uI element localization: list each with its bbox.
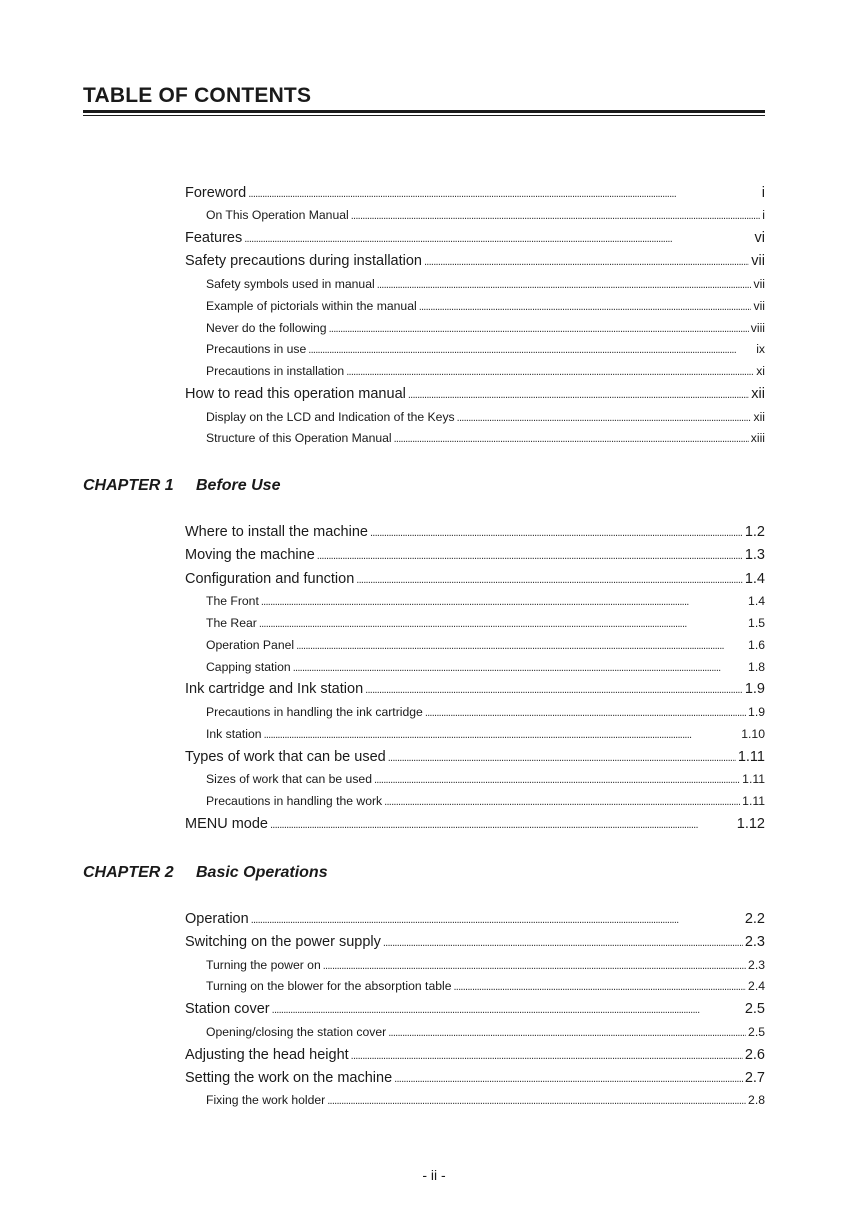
toc-entry-label: Precautions in use (206, 342, 307, 357)
dot-leader (296, 635, 746, 657)
toc-entry-label: Operation Panel (206, 637, 295, 652)
toc-entry-label: Example of pictorials within the manual (206, 298, 417, 313)
toc-subentry[interactable] (185, 274, 765, 296)
chapter-heading-2 (83, 864, 328, 882)
toc-subentry[interactable] (185, 361, 765, 383)
toc-entry-page: 2.5 (748, 1024, 765, 1039)
dot-leader (259, 613, 746, 635)
dot-leader (370, 521, 743, 544)
dot-leader (394, 428, 749, 450)
toc-entry-label: MENU mode (185, 815, 268, 832)
toc-entry-page: ix (756, 342, 765, 357)
dot-leader (424, 250, 749, 273)
toc-entry-label: Operation (185, 911, 249, 927)
toc-entry-page: viii (750, 320, 765, 335)
toc-entry[interactable] (185, 182, 765, 205)
dot-leader (384, 791, 740, 813)
dot-leader (327, 1090, 746, 1112)
toc-subentry[interactable] (185, 296, 765, 318)
toc-entry-page: 1.6 (748, 637, 765, 652)
toc-entry-page: xiii (750, 431, 765, 446)
dot-leader (388, 746, 736, 769)
toc-subentry[interactable] (185, 1090, 765, 1112)
toc-entry-page: 2.2 (744, 911, 765, 927)
dot-leader (248, 182, 760, 205)
dot-leader (419, 296, 752, 318)
toc-subentry[interactable] (185, 205, 765, 227)
dot-leader (251, 908, 743, 931)
toc-entry[interactable] (185, 250, 765, 273)
toc-entry-page: i (761, 185, 765, 201)
toc-entry[interactable] (185, 998, 765, 1021)
dot-leader (308, 339, 754, 361)
dot-leader (323, 955, 746, 977)
toc-entry-label: Station cover (185, 1001, 270, 1018)
toc-entry-page: 2.6 (744, 1046, 765, 1063)
toc-subentry[interactable] (185, 702, 765, 724)
toc-entry-page: 1.11 (737, 748, 765, 765)
chapter-number: CHAPTER 2 (83, 864, 174, 881)
toc-entry-page: 2.4 (748, 979, 765, 994)
dot-leader (351, 205, 761, 227)
dot-leader (264, 724, 740, 746)
toc-entry-page: 1.10 (741, 726, 765, 741)
dot-leader (351, 1044, 743, 1067)
toc-entry-page: 2.8 (748, 1093, 765, 1108)
toc-subentry[interactable] (185, 339, 765, 361)
toc-entry-label: Safety symbols used in manual (206, 276, 375, 291)
page-title: TABLE OF CONTENTS (83, 84, 312, 107)
toc-entry-page: 1.12 (736, 815, 765, 832)
toc-subentry[interactable] (185, 318, 765, 340)
toc-subentry[interactable] (185, 428, 765, 450)
toc-entry-label: Never do the following (206, 320, 327, 335)
chapter-heading-1 (83, 477, 280, 495)
dot-leader (425, 702, 746, 724)
title-rule (83, 110, 765, 113)
chapter-title: Before Use (196, 477, 281, 494)
toc-subentry[interactable] (185, 955, 765, 977)
toc-subentry[interactable] (185, 407, 765, 429)
toc-entry-page: 1.5 (748, 615, 765, 630)
dot-leader (457, 407, 752, 429)
toc-entry-page: 2.7 (744, 1069, 765, 1086)
dot-leader (408, 383, 749, 406)
toc-entry-page: vi (754, 230, 765, 247)
page-number: - ii - (422, 1167, 446, 1183)
toc-entry[interactable] (185, 1044, 765, 1067)
chapter-2-list (185, 908, 765, 1112)
dot-leader (394, 1067, 743, 1090)
toc-entry[interactable] (185, 568, 765, 591)
toc-entry-label: The Rear (206, 615, 257, 630)
toc-entry-label: Ink cartridge and Ink station (185, 681, 364, 698)
front-matter-list (185, 182, 765, 450)
toc-entry-page: vii (751, 253, 765, 270)
dot-leader (261, 591, 746, 613)
toc-entry[interactable] (185, 521, 765, 544)
toc-entry-label: Foreword (185, 185, 247, 201)
toc-entry-label: Display on the LCD and Indication of the Keys (206, 409, 455, 424)
toc-entry-page: 2.5 (744, 1001, 765, 1018)
toc-entry[interactable] (185, 931, 765, 954)
toc-entry-label: Features (185, 230, 243, 247)
toc-subentry[interactable] (185, 635, 765, 657)
toc-entry-label: Turning the power on (206, 957, 321, 972)
toc-entry-label: On This Operation Manual (206, 208, 349, 223)
toc-entry[interactable] (185, 383, 765, 406)
toc-entry-page: 1.11 (742, 793, 765, 808)
toc-subentry[interactable] (185, 976, 765, 998)
toc-entry-label: Sizes of work that can be used (206, 771, 372, 786)
toc-entry-page: 1.9 (744, 681, 765, 698)
dot-leader (377, 274, 752, 296)
toc-subentry[interactable] (185, 613, 765, 635)
toc-entry-page: vii (753, 276, 765, 291)
dot-leader (270, 813, 735, 836)
toc-entry[interactable] (185, 678, 765, 701)
dot-leader (293, 657, 746, 679)
dot-leader (453, 976, 746, 998)
toc-entry[interactable] (185, 908, 765, 931)
toc-entry-page: 1.11 (742, 771, 765, 786)
toc-entry-label: Ink station (206, 726, 262, 741)
toc-entry-page: 1.8 (748, 659, 765, 674)
toc-entry-page: vii (753, 298, 765, 313)
chapter-1-list (185, 521, 765, 836)
toc-entry-label: Fixing the work holder (206, 1093, 326, 1108)
dot-leader (383, 931, 743, 954)
toc-entry[interactable] (185, 544, 765, 567)
toc-entry-label: Where to install the machine (185, 524, 368, 540)
toc-entry-label: Precautions in handling the work (206, 793, 383, 808)
dot-leader (346, 361, 754, 383)
toc-entry[interactable] (185, 813, 765, 836)
toc-entry-label: Types of work that can be used (185, 748, 386, 765)
toc-entry-label: Safety precautions during installation (185, 253, 422, 270)
toc-entry-label: Precautions in handling the ink cartridge (206, 704, 423, 719)
toc-entry-page: 2.3 (748, 957, 765, 972)
dot-leader (374, 769, 740, 791)
dot-leader (356, 568, 743, 591)
toc-entry-label: Precautions in installation (206, 364, 345, 379)
toc-entry-page: xi (756, 364, 765, 379)
toc-entry-page: 2.3 (744, 934, 765, 951)
toc-entry-page: 1.9 (748, 704, 765, 719)
title-rule-thin (83, 115, 765, 116)
toc-entry-page: 1.4 (744, 570, 765, 587)
dot-leader (272, 998, 743, 1021)
dot-leader (329, 318, 749, 340)
toc-entry-label: Setting the work on the machine (185, 1069, 393, 1086)
toc-entry-label: Adjusting the head height (185, 1046, 349, 1063)
dot-leader (244, 227, 752, 250)
dot-leader (388, 1022, 746, 1044)
dot-leader (317, 544, 743, 567)
toc-entry-page: 1.2 (744, 524, 765, 540)
toc-entry[interactable] (185, 1067, 765, 1090)
toc-entry-label: Capping station (206, 659, 291, 674)
toc-entry-page: xii (751, 386, 765, 403)
toc-entry-label: The Front (206, 593, 259, 608)
toc-subentry[interactable] (185, 1022, 765, 1044)
toc-subentry[interactable] (185, 591, 765, 613)
toc-entry-page: xii (753, 409, 765, 424)
toc-subentry[interactable] (185, 724, 765, 746)
toc-entry-label: Moving the machine (185, 547, 315, 564)
toc-entry-page: i (762, 208, 765, 223)
toc-subentry[interactable] (185, 791, 765, 813)
toc-entry-label: Configuration and function (185, 570, 355, 587)
toc-entry-label: Opening/closing the station cover (206, 1024, 387, 1039)
toc-subentry[interactable] (185, 657, 765, 679)
toc-entry-page: 1.3 (744, 547, 765, 564)
toc-entry[interactable] (185, 746, 765, 769)
toc-entry-label: Switching on the power supply (185, 934, 381, 951)
chapter-title: Basic Operations (196, 864, 328, 881)
toc-entry[interactable] (185, 227, 765, 250)
dot-leader (365, 678, 743, 701)
toc-subentry[interactable] (185, 769, 765, 791)
chapter-number: CHAPTER 1 (83, 477, 174, 494)
toc-entry-label: How to read this operation manual (185, 386, 406, 403)
toc-entry-page: 1.4 (748, 593, 765, 608)
toc-entry-label: Turning on the blower for the absorption table (206, 979, 452, 994)
toc-entry-label: Structure of this Operation Manual (206, 431, 392, 446)
